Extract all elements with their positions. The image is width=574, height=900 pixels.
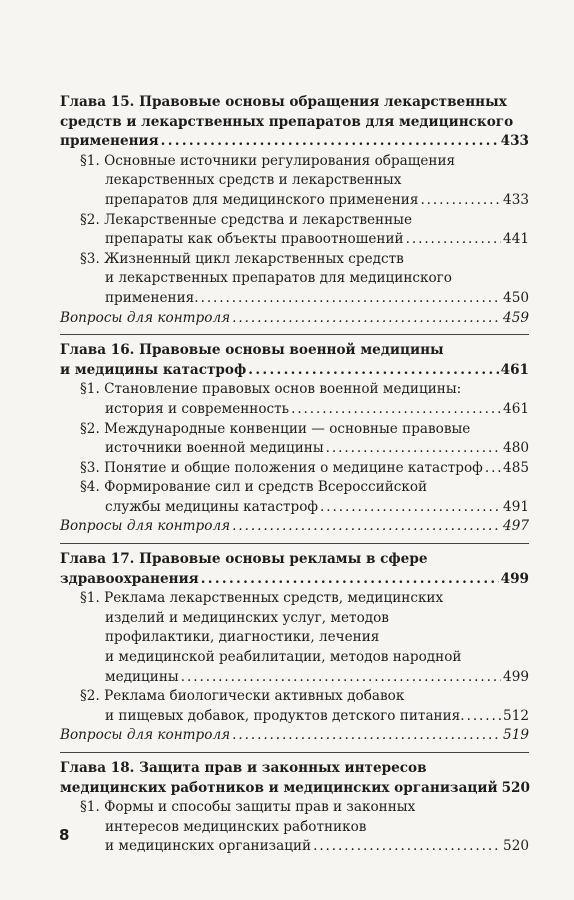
section-line-text: источники военной медицины — [105, 440, 324, 457]
section-line: §2. Международные конвенции — основные правовые — [80, 420, 471, 437]
chapter-title-line: Глава 15. Правовые основы обращения лекарственных — [60, 94, 507, 110]
section-line — [60, 707, 529, 727]
toc-chapter — [60, 550, 529, 746]
section-line: изделий и медицинских услуг, методов — [105, 609, 389, 626]
chapter-title-line: Глава 17. Правовые основы рекламы в сфере — [60, 551, 428, 568]
section-line: лекарственных средств и лекарственных — [105, 172, 402, 189]
dot-leader — [181, 668, 501, 688]
page-ref: 485 — [503, 459, 529, 476]
section-line: §2. Реклама биологически активных добавок — [80, 688, 405, 705]
toc-chapter — [60, 759, 529, 857]
review-questions-line — [60, 309, 529, 329]
toc-chapter — [60, 341, 529, 537]
section-line-text: препараты как объекты правоотношений — [105, 231, 404, 248]
section-line — [60, 459, 529, 479]
dot-leader — [232, 517, 501, 537]
chapter-title-line-text: медицинских работников и медицинских организаций — [60, 779, 498, 796]
page-number: 8 — [59, 826, 70, 844]
dot-leader — [248, 361, 498, 381]
page-ref: 499 — [503, 668, 529, 685]
section-line: §1. Становление правовых основ военной медицины: — [80, 381, 462, 398]
page-ref: 520 — [501, 779, 530, 796]
dot-leader — [201, 570, 499, 590]
chapter-divider — [60, 752, 529, 753]
review-questions-line — [60, 726, 529, 746]
chapter-title-line: средств и лекарственных препаратов для медицинского — [60, 113, 514, 130]
section-line: §2. Лекарственные средства и лекарственные — [80, 211, 413, 228]
dot-leader — [291, 400, 501, 420]
section-line-text: и медицинских организаций — [105, 838, 312, 855]
chapter-title-line — [60, 779, 529, 799]
dot-leader — [313, 837, 501, 857]
page-ref: 499 — [500, 570, 529, 587]
page-ref: 450 — [503, 289, 529, 306]
dot-leader — [406, 230, 501, 250]
page-ref: 520 — [503, 838, 529, 855]
toc-chapter — [60, 93, 529, 328]
dot-leader — [326, 439, 501, 459]
section-line-text: и пищевых добавок, продуктов детского питания. — [105, 707, 465, 724]
chapter-title-line: Глава 16. Правовые основы военной медицины — [60, 342, 444, 359]
section-line — [60, 498, 529, 518]
section-line: §3. Жизненный цикл лекарственных средств — [80, 250, 404, 267]
chapter-title-line: Глава 18. Защита прав и законных интересов — [60, 760, 427, 776]
chapter-title-line-text: и медицины катастроф — [60, 361, 247, 378]
chapter-title-line — [60, 361, 529, 381]
page-ref: 433 — [503, 191, 529, 208]
dot-leader — [232, 309, 501, 329]
section-line — [60, 289, 529, 309]
page-ref: 497 — [503, 518, 529, 535]
page-ref: 461 — [503, 400, 529, 417]
chapter-divider — [60, 543, 529, 544]
section-line — [60, 230, 529, 250]
dot-leader — [420, 191, 501, 211]
section-line: и лекарственных препаратов для медицинского — [105, 270, 452, 287]
section-line: §4. Формирование сил и средств Всероссийской — [80, 479, 428, 496]
section-line: §1. Формы и способы защиты прав и законных — [80, 799, 416, 816]
page-ref: 459 — [503, 309, 529, 326]
chapter-title-line — [60, 132, 529, 152]
dot-leader — [201, 289, 501, 309]
dot-leader — [232, 726, 501, 746]
page-ref: 461 — [500, 361, 529, 378]
page-ref: 491 — [503, 498, 529, 515]
section-line-text: препаратов для медицинского применения — [105, 191, 419, 208]
section-line-text: службы медицины катастроф — [105, 498, 319, 515]
section-line-text: §3. Понятие и общие положения о медицине катастроф — [80, 459, 483, 476]
section-line: профилактики, диагностики, лечения — [105, 629, 380, 646]
chapter-title-line-text: здравоохранения — [60, 570, 199, 587]
review-questions-line-text: Вопросы для контроля — [60, 727, 231, 744]
dot-leader — [161, 132, 499, 152]
section-line-text: история и современность — [105, 400, 290, 417]
section-line-text: применения. — [105, 289, 199, 306]
page-ref: 480 — [503, 440, 529, 457]
section-line — [60, 668, 529, 688]
dot-leader — [467, 707, 501, 727]
chapter-title-line-text: применения — [60, 133, 159, 150]
section-line: §1. Основные источники регулирования обращения — [80, 152, 456, 169]
dot-leader — [485, 459, 501, 479]
section-line — [60, 439, 529, 459]
review-questions-line — [60, 517, 529, 537]
table-of-contents — [60, 93, 529, 857]
review-questions-line-text: Вопросы для контроля — [60, 309, 231, 326]
page-ref: 441 — [503, 231, 529, 248]
section-line: и медицинской реабилитации, методов народной — [105, 649, 462, 666]
section-line: §1. Реклама лекарственных средств, медицинских — [80, 590, 444, 607]
page-ref: 433 — [500, 133, 529, 150]
dot-leader — [320, 498, 501, 518]
section-line — [60, 837, 529, 857]
section-line — [60, 400, 529, 420]
page-ref: 512 — [503, 707, 529, 724]
section-line — [60, 191, 529, 211]
chapter-divider — [60, 334, 529, 335]
section-line-text: медицины — [105, 668, 179, 685]
chapter-title-line — [60, 570, 529, 590]
section-line: интересов медицинских работников — [105, 818, 367, 835]
review-questions-line-text: Вопросы для контроля — [60, 518, 231, 535]
page-ref: 519 — [503, 727, 529, 744]
